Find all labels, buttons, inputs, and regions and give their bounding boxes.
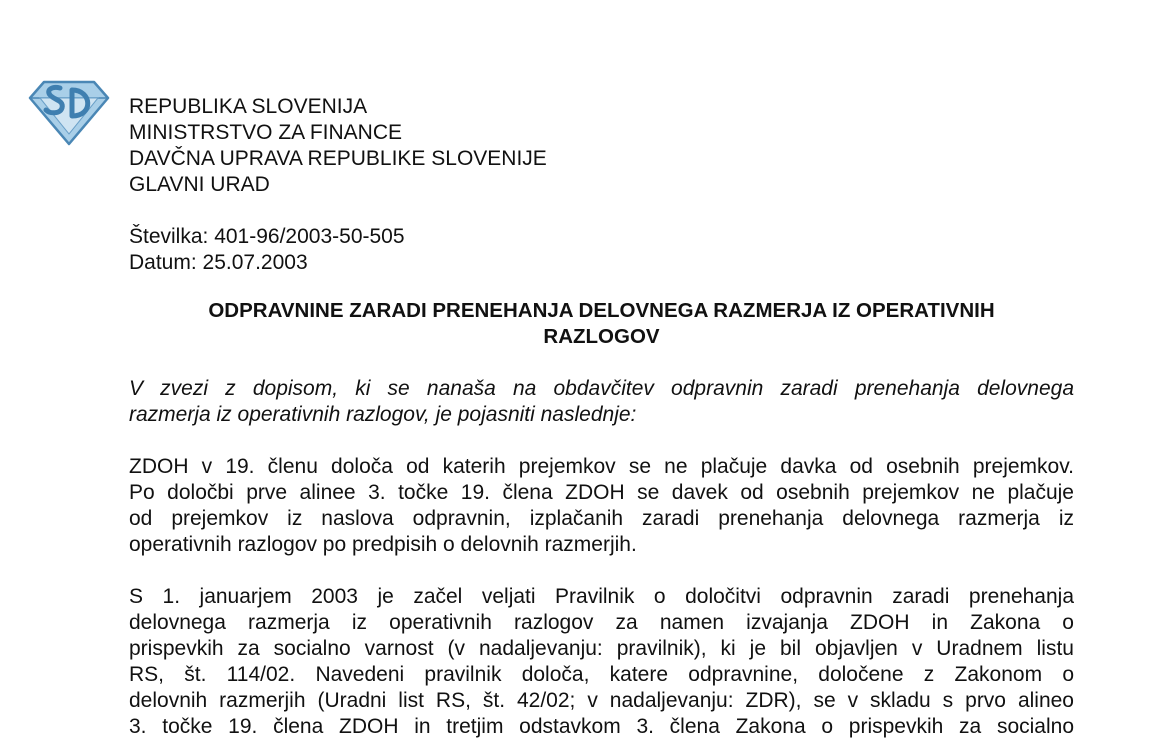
paragraph-line: RS, št. 114/02. Navedeni pravilnik določa, katere odpravnine, določene z Zakonom o [129,663,1074,686]
paragraph-line: prispevkih za socialno varnost (v nadaljevanju: pravilnik), ki je bil objavljen v Uradnem listu [129,637,1074,660]
reference-block [129,224,1074,276]
intro-line: V zvezi z dopisom, ki se nanaša na obdavčitev odpravnin zaradi prenehanja delovnega [129,377,1074,400]
tax-administration-logo [26,76,112,148]
paragraph-line: od prejemkov iz naslova odpravnin, izplačanih zaradi prenehanja delovnega razmerja iz [129,507,1074,530]
paragraph-line: ZDOH v 19. členu določa od katerih prejemkov se ne plačuje davka od osebnih prejemkov. [129,455,1074,478]
header-ministry: MINISTRSTVO ZA FINANCE [129,121,403,144]
document-title [129,298,1074,350]
title-line-1: ODPRAVNINE ZARADI PRENEHANJA DELOVNEGA RAZMERJA IZ OPERATIVNIH [208,299,995,322]
intro-line: razmerja iz operativnih razlogov, je pojasniti naslednje: [129,403,637,426]
paragraph-line: operativnih razlogov po predpisih o delovnih razmerjih. [129,533,637,556]
paragraph-line: delovnih razmerjih (Uradni list RS, št. 42/02; v nadaljevanju: ZDR), se v skladu s prvo alineo [129,689,1074,712]
paragraph-line: delovnega razmerja iz operativnih razlogov za namen izvajanja ZDOH in Zakona o [129,611,1074,634]
title-line-2: RAZLOGOV [543,325,660,348]
paragraph-line: Po določbi prve alinee 3. točke 19. člena ZDOH se davek od osebnih prejemkov ne plačuje [129,481,1074,504]
paragraph-2 [129,584,1074,740]
header-country: REPUBLIKA SLOVENIJA [129,95,368,118]
reference-number: Številka: 401-96/2003-50-505 [129,225,405,248]
header-authority: DAVČNA UPRAVA REPUBLIKE SLOVENIJE [129,147,547,170]
reference-date: Datum: 25.07.2003 [129,251,308,274]
paragraph-1 [129,454,1074,558]
intro-paragraph [129,376,1074,428]
paragraph-line: S 1. januarjem 2003 je začel veljati Pravilnik o določitvi odpravnin zaradi prenehanja [129,585,1074,608]
letterhead [129,94,1074,198]
document-body [129,94,1074,740]
header-office: GLAVNI URAD [129,173,270,196]
paragraph-line: 3. točke 19. člena ZDOH in tretjim odstavkom 3. člena Zakona o prispevkih za socialno [129,715,1074,738]
